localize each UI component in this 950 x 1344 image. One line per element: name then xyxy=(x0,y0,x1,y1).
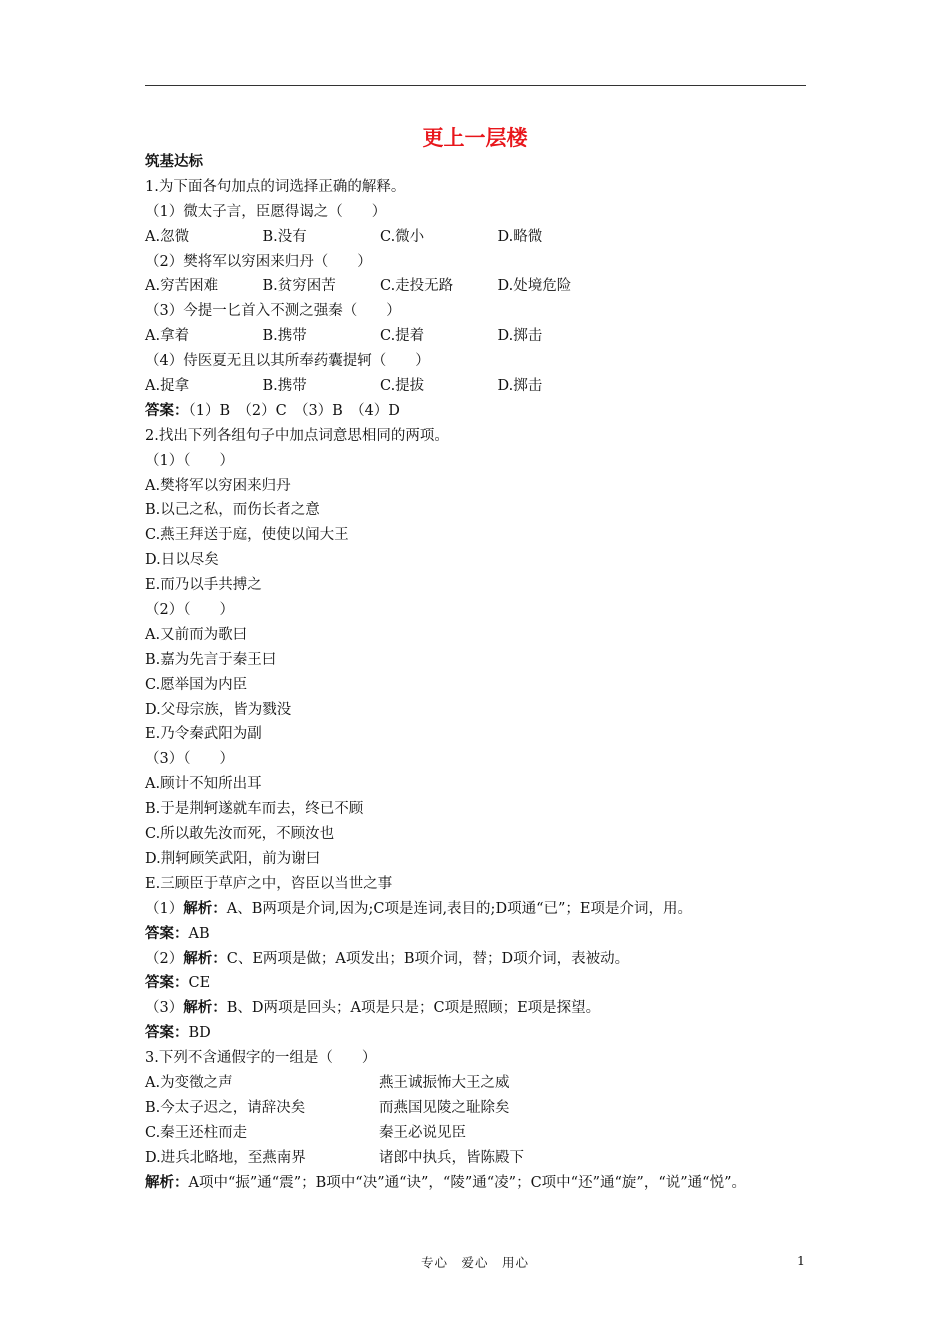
option: C.微小 xyxy=(380,228,425,245)
option: B.携带 xyxy=(262,328,307,345)
q3-option-d xyxy=(145,1146,815,1171)
option: A.穷苦困难 xyxy=(145,278,219,295)
analysis-prefix: （2） xyxy=(145,950,184,967)
option-left: B.今太子迟之，请辞决矣 xyxy=(145,1099,306,1116)
q2-group-3-head: （3）（ ） xyxy=(145,751,234,768)
q2-group-3-item: B.于是荆轲遂就车而去，终已不顾 xyxy=(145,801,364,818)
question-3-stem: 3.下列不含通假字的一组是（ ） xyxy=(145,1050,377,1067)
option: B.贫穷困苦 xyxy=(262,278,336,295)
q1-sub-1: （1）微太子言，臣愿得谒之（ ） xyxy=(145,203,387,220)
analysis-text: A项中“振”通“震”；B项中“决”通“诀”，“陵”通“凌”；C项中“还”通“旋”，“说”通“悦”。 xyxy=(188,1174,746,1191)
analysis-label: 解析： xyxy=(145,1174,189,1191)
answer-text: CE xyxy=(188,975,211,992)
option: D.掷击 xyxy=(497,378,543,395)
answer-text: AB xyxy=(188,925,210,942)
q2-group-1-item: E.而乃以手共搏之 xyxy=(145,577,262,594)
q2-analysis-2 xyxy=(145,947,815,972)
option-right: 燕王诚振怖大王之威 xyxy=(379,1074,510,1091)
q2-group-2-item: A.又前而为歌曰 xyxy=(145,626,248,643)
page-footer: 专心 爱心 用心 xyxy=(420,1255,529,1270)
option: A.捉拿 xyxy=(145,378,190,395)
q2-answer-1 xyxy=(145,922,815,947)
q1-sub-2-options xyxy=(145,274,815,299)
analysis-label: 解析： xyxy=(183,1000,227,1017)
option: D.略微 xyxy=(497,228,543,245)
q2-group-2-item: C.愿举国为内臣 xyxy=(145,676,248,693)
option: B.没有 xyxy=(262,228,307,245)
option: C.走投无路 xyxy=(380,278,454,295)
option-left: C.秦王还柱而走 xyxy=(145,1124,248,1141)
answer-text: （1）B （2）C （3）B （4）D xyxy=(188,402,400,419)
document-body xyxy=(145,150,815,1195)
analysis-label: 解析： xyxy=(183,950,227,967)
answer-text: BD xyxy=(188,1025,211,1042)
q2-group-2-item: D.父母宗族，皆为戮没 xyxy=(145,701,292,718)
q1-sub-3-options xyxy=(145,324,815,349)
option-right: 而燕国见陵之耻除矣 xyxy=(379,1099,510,1116)
q2-group-1-item: C.燕王拜送于庭，使使以闻大王 xyxy=(145,527,349,544)
q3-option-c xyxy=(145,1121,815,1146)
page-title: 更上一层楼 xyxy=(422,126,528,150)
answer-label: 答案： xyxy=(145,402,189,419)
answer-label: 答案： xyxy=(145,1025,189,1042)
q2-group-3-item: C.所以敢先汝而死，不顾汝也 xyxy=(145,826,335,843)
q2-answer-3 xyxy=(145,1021,815,1046)
q2-analysis-3 xyxy=(145,996,815,1021)
answer-label: 答案： xyxy=(145,975,189,992)
q3-option-b xyxy=(145,1096,815,1121)
q2-group-1-item: D.日以尽矣 xyxy=(145,552,219,569)
section-heading: 筑基达标 xyxy=(145,154,203,170)
q2-answer-2 xyxy=(145,971,815,996)
analysis-text: A、B两项是介词,因为;C项是连词,表目的;D项通“已”；E项是介词，用。 xyxy=(226,900,692,917)
option: A.拿着 xyxy=(145,328,190,345)
q2-group-3-item: D.荆轲顾笑武阳，前为谢曰 xyxy=(145,850,321,867)
option: D.掷击 xyxy=(497,328,543,345)
q2-group-2-head: （2）（ ） xyxy=(145,602,234,619)
question-1-stem: 1.为下面各句加点的词选择正确的解释。 xyxy=(145,178,406,195)
q2-group-1-head: （1）（ ） xyxy=(145,452,234,469)
q1-sub-3: （3）今提一匕首入不测之强秦（ ） xyxy=(145,303,401,320)
q2-group-2-item: E.乃令秦武阳为副 xyxy=(145,726,262,743)
analysis-prefix: （1） xyxy=(145,900,184,917)
q2-group-3-item: E.三顾臣于草庐之中，咨臣以当世之事 xyxy=(145,875,393,892)
analysis-prefix: （3） xyxy=(145,1000,184,1017)
analysis-text: C、E两项是做；A项发出；B项介词，替；D项介词，表被动。 xyxy=(226,950,630,967)
q2-group-1-item: A.樊将军以穷困来归丹 xyxy=(145,477,291,494)
option: C.提拔 xyxy=(380,378,425,395)
question-2-stem: 2.找出下列各组句子中加点词意思相同的两项。 xyxy=(145,427,449,444)
q1-sub-1-options xyxy=(145,225,815,250)
q1-sub-2: （2）樊将军以穷困来归丹（ ） xyxy=(145,253,372,270)
q2-group-2-item: B.嘉为先言于秦王曰 xyxy=(145,651,277,668)
q1-sub-4-options xyxy=(145,374,815,399)
page-number: 1 xyxy=(797,1253,805,1268)
answer-label: 答案： xyxy=(145,925,189,942)
analysis-label: 解析： xyxy=(183,900,227,917)
q3-analysis xyxy=(145,1171,815,1196)
option: D.处境危险 xyxy=(497,278,572,295)
option-right: 秦王必说见臣 xyxy=(379,1124,466,1141)
q3-option-a xyxy=(145,1071,815,1096)
q1-sub-4: （4）侍医夏无且以其所奉药囊提轲（ ） xyxy=(145,353,430,370)
q2-group-3-item: A.顾计不知所出耳 xyxy=(145,776,262,793)
q1-answer xyxy=(145,399,815,424)
option-right: 诸郎中执兵，皆陈殿下 xyxy=(379,1149,524,1166)
analysis-text: B、D两项是回头；A项是只是；C项是照顾；E项是探望。 xyxy=(226,1000,601,1017)
q2-analysis-1 xyxy=(145,897,815,922)
option: A.忽微 xyxy=(145,228,190,245)
option-left: D.进兵北略地，至燕南界 xyxy=(145,1149,306,1166)
option-left: A.为变徵之声 xyxy=(145,1074,233,1091)
option: C.提着 xyxy=(380,328,425,345)
q2-group-1-item: B.以己之私，而伤长者之意 xyxy=(145,502,320,519)
header-rule xyxy=(145,85,806,86)
option: B.携带 xyxy=(262,378,307,395)
